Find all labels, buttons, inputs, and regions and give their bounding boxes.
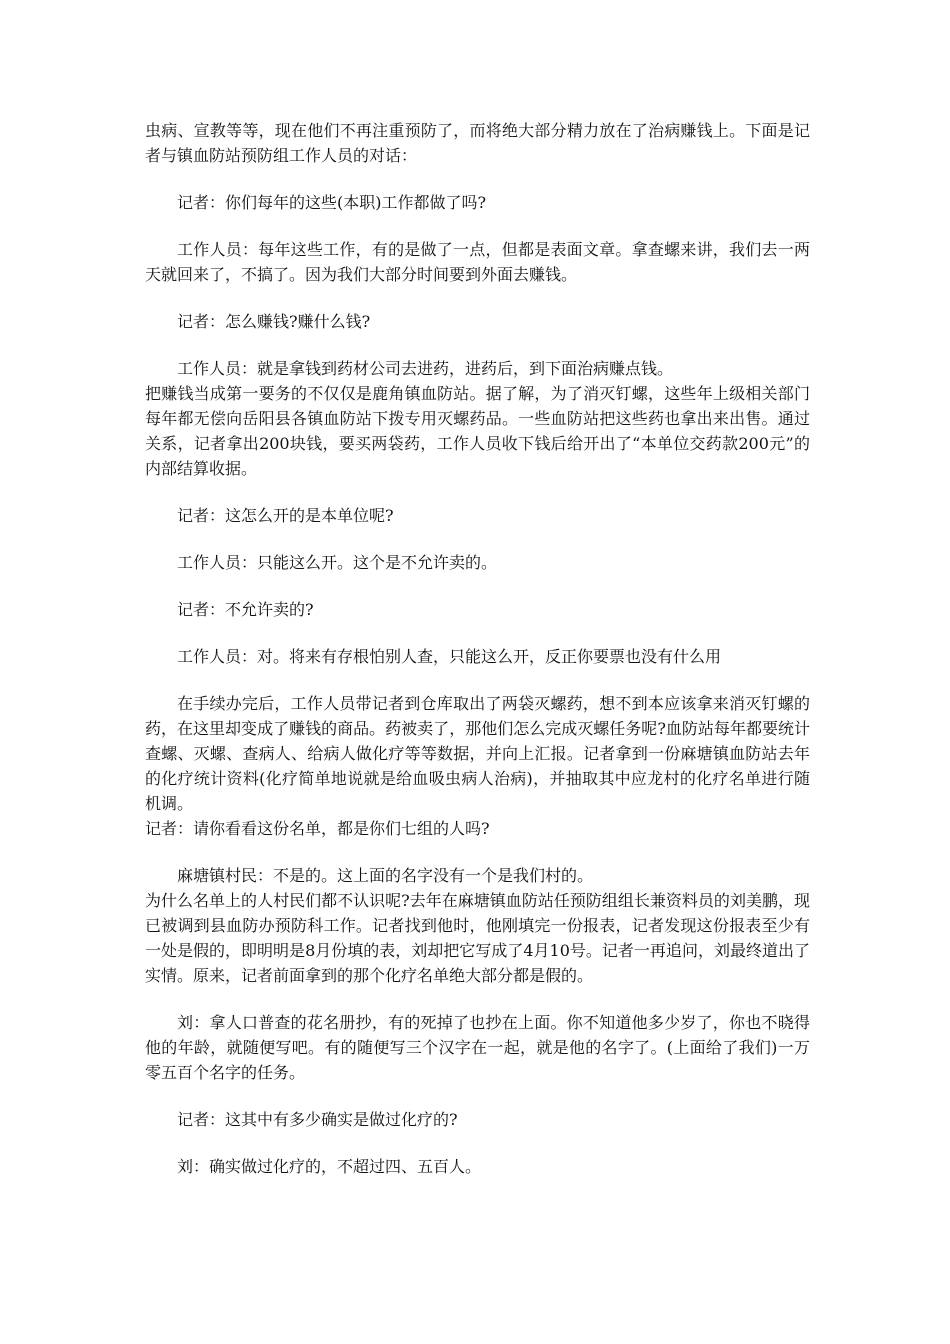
document-page — [145, 118, 810, 1179]
paragraph-villager-a: 麻塘镇村民：不是的。这上面的名字没有一个是我们村的。 — [177, 866, 594, 885]
paragraph-reporter-q3: 记者：这怎么开的是本单位呢? — [177, 506, 394, 525]
paragraph-staff-a1: 工作人员：每年这些工作，有的是做了一点，但都是表面文章。拿查螺来讲，我们去一两天就回来了，不搞了。因为我们大部分时间要到外面去赚钱。 — [145, 240, 810, 284]
paragraph-narration-2: 在手续办完后，工作人员带记者到仓库取出了两袋灭螺药，想不到本应该拿来消灭钉螺的药，在这里却变成了赚钱的商品。药被卖了，那他们怎么完成灭螺任务呢?血防站每年都要统计查螺、灭螺、查病人、给病人做化疗等等数据，并向上汇报。记者拿到一份麻塘镇血防站去年的化疗统计资料(化疗简单地说就是给血吸虫病人治病)，并抽取其中应龙村的化疗名单进行随机调。 — [145, 694, 810, 813]
paragraph-liu-a1: 刘：拿人口普查的花名册抄，有的死掉了也抄在上面。你不知道他多少岁了，你也不晓得他的年龄，就随便写吧。有的随便写三个汉字在一起，就是他的名字了。(上面给了我们)一万零五百个名字的任务。 — [145, 1013, 810, 1082]
paragraph-reporter-q2: 记者：怎么赚钱?赚什么钱? — [177, 312, 371, 331]
paragraph-liu-a2: 刘：确实做过化疗的，不超过四、五百人。 — [177, 1157, 482, 1176]
paragraph-intro: 虫病、宣教等等，现在他们不再注重预防了，而将绝大部分精力放在了治病赚钱上。下面是记者与镇血防站预防组工作人员的对话： — [145, 121, 810, 165]
paragraph-narration-3: 为什么名单上的人村民们都不认识呢?去年在麻塘镇血防站任预防组组长兼资料员的刘美鹏，现已被调到县血防办预防科工作。记者找到他时，他刚填完一份报表，记者发现这份报表至少有一处是假的，即明明是8月份填的表，刘却把它写成了4月10号。记者一再追问，刘最终道出了实情。原来，记者前面拿到的那个化疗名单绝大部分都是假的。 — [145, 891, 810, 985]
paragraph-narration-1: 把赚钱当成第一要务的不仅仅是鹿角镇血防站。据了解，为了消灭钉螺，这些年上级相关部门每年都无偿向岳阳县各镇血防站下拨专用灭螺药品。一些血防站把这些药也拿出来出售。通过关系，记者拿出200块钱，要买两袋药，工作人员收下钱后给开出了“本单位交药款200元”的内部结算收据。 — [145, 384, 810, 478]
paragraph-reporter-q6: 记者：这其中有多少确实是做过化疗的? — [177, 1110, 458, 1129]
paragraph-staff-a4: 工作人员：对。将来有存根怕别人查，只能这么开，反正你要票也没有什么用 — [177, 647, 722, 666]
paragraph-staff-a3: 工作人员：只能这么开。这个是不允许卖的。 — [177, 553, 498, 572]
paragraph-staff-a2: 工作人员：就是拿钱到药材公司去进药，进药后，到下面治病赚点钱。 — [177, 359, 674, 378]
paragraph-reporter-q1: 记者：你们每年的这些(本职)工作都做了吗? — [177, 193, 487, 212]
paragraph-reporter-q5: 记者：请你看看这份名单，都是你们七组的人吗? — [145, 819, 490, 838]
paragraph-reporter-q4: 记者：不允许卖的? — [177, 600, 314, 619]
